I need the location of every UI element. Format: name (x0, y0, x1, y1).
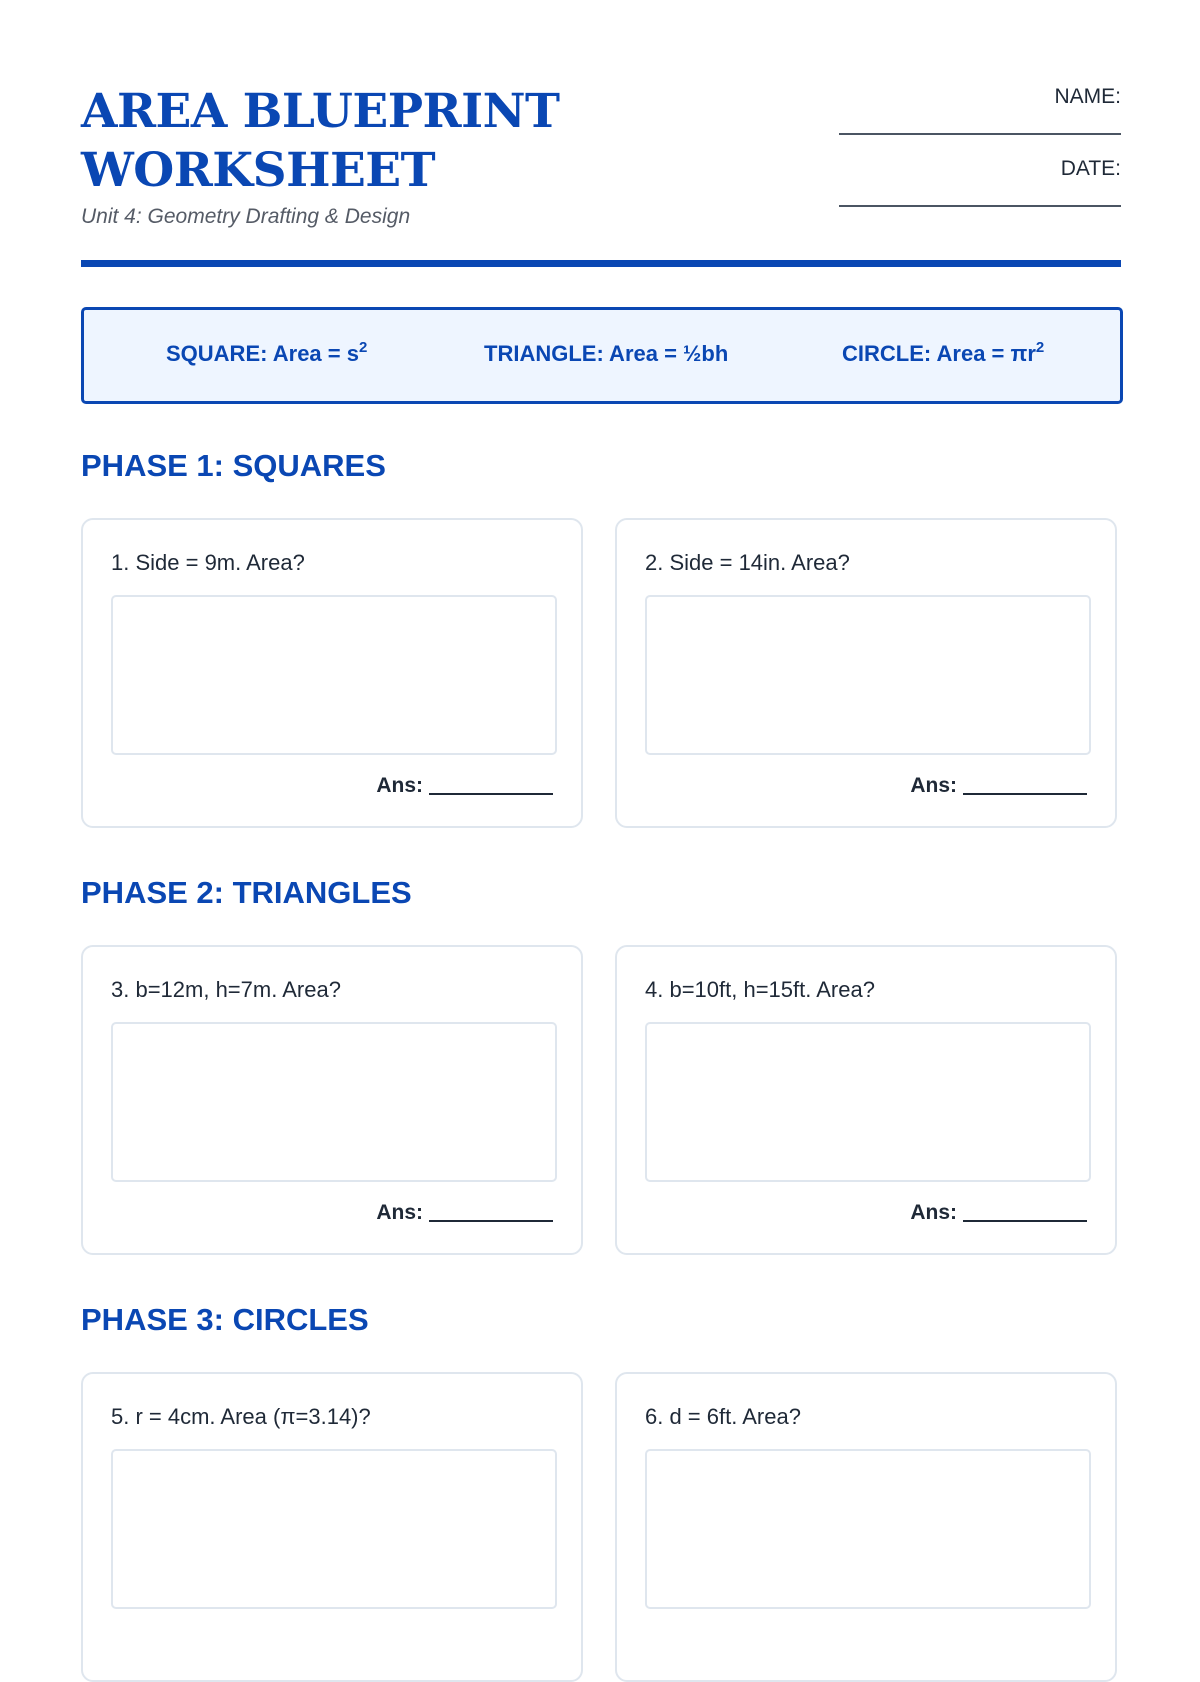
answer-line (429, 1220, 553, 1222)
problem-question: 6. d = 6ft. Area? (645, 1404, 801, 1429)
phase-2-title: PHASE 2: TRIANGLES (81, 875, 412, 910)
work-area[interactable] (645, 1022, 1091, 1182)
phase-3-title: PHASE 3: CIRCLES (81, 1302, 369, 1337)
header-divider (81, 260, 1121, 267)
worksheet-subtitle: Unit 4: Geometry Drafting & Design (81, 205, 411, 228)
answer-field[interactable] (910, 774, 1087, 798)
answer-field[interactable] (910, 1201, 1087, 1225)
problem-card-2 (615, 518, 1117, 828)
work-area[interactable] (645, 595, 1091, 755)
answer-label: Ans: (910, 1201, 957, 1224)
problem-question: 4. b=10ft, h=15ft. Area? (645, 977, 875, 1002)
name-field-line[interactable] (839, 133, 1121, 135)
problem-question: 1. Side = 9m. Area? (111, 550, 305, 575)
answer-line (963, 793, 1087, 795)
problem-card-3 (81, 945, 583, 1255)
answer-field[interactable] (376, 1201, 553, 1225)
worksheet-title (81, 82, 560, 200)
formula-reference-box (81, 307, 1123, 404)
answer-line (429, 793, 553, 795)
date-label: DATE: (1060, 157, 1121, 180)
square-formula (166, 341, 367, 367)
problem-question: 3. b=12m, h=7m. Area? (111, 977, 341, 1002)
problem-question: 2. Side = 14in. Area? (645, 550, 850, 575)
square-formula-exponent: 2 (358, 339, 368, 356)
problem-card-4 (615, 945, 1117, 1255)
title-line-1: AREA BLUEPRINT (81, 84, 560, 139)
triangle-formula: TRIANGLE: Area = ½bh (484, 341, 729, 366)
phase-1-title: PHASE 1: SQUARES (81, 448, 386, 483)
circle-formula (842, 341, 1044, 367)
problem-card-5 (81, 1372, 583, 1682)
circle-formula-exponent: 2 (1035, 339, 1045, 356)
answer-label: Ans: (376, 1201, 423, 1224)
name-label: NAME: (1054, 85, 1121, 108)
answer-line (963, 1220, 1087, 1222)
circle-formula-text: CIRCLE: Area = πr (842, 341, 1036, 366)
title-line-2: WORKSHEET (81, 143, 436, 198)
problem-card-6 (615, 1372, 1117, 1682)
problem-question: 5. r = 4cm. Area (π=3.14)? (111, 1404, 371, 1429)
student-info (839, 83, 1121, 227)
work-area[interactable] (645, 1449, 1091, 1609)
answer-label: Ans: (376, 774, 423, 797)
square-formula-text: SQUARE: Area = s (166, 341, 359, 366)
work-area[interactable] (111, 595, 557, 755)
problem-card-1 (81, 518, 583, 828)
answer-field[interactable] (376, 774, 553, 798)
date-field-line[interactable] (839, 205, 1121, 207)
answer-label: Ans: (910, 774, 957, 797)
worksheet-header (81, 0, 1121, 268)
work-area[interactable] (111, 1022, 557, 1182)
work-area[interactable] (111, 1449, 557, 1609)
